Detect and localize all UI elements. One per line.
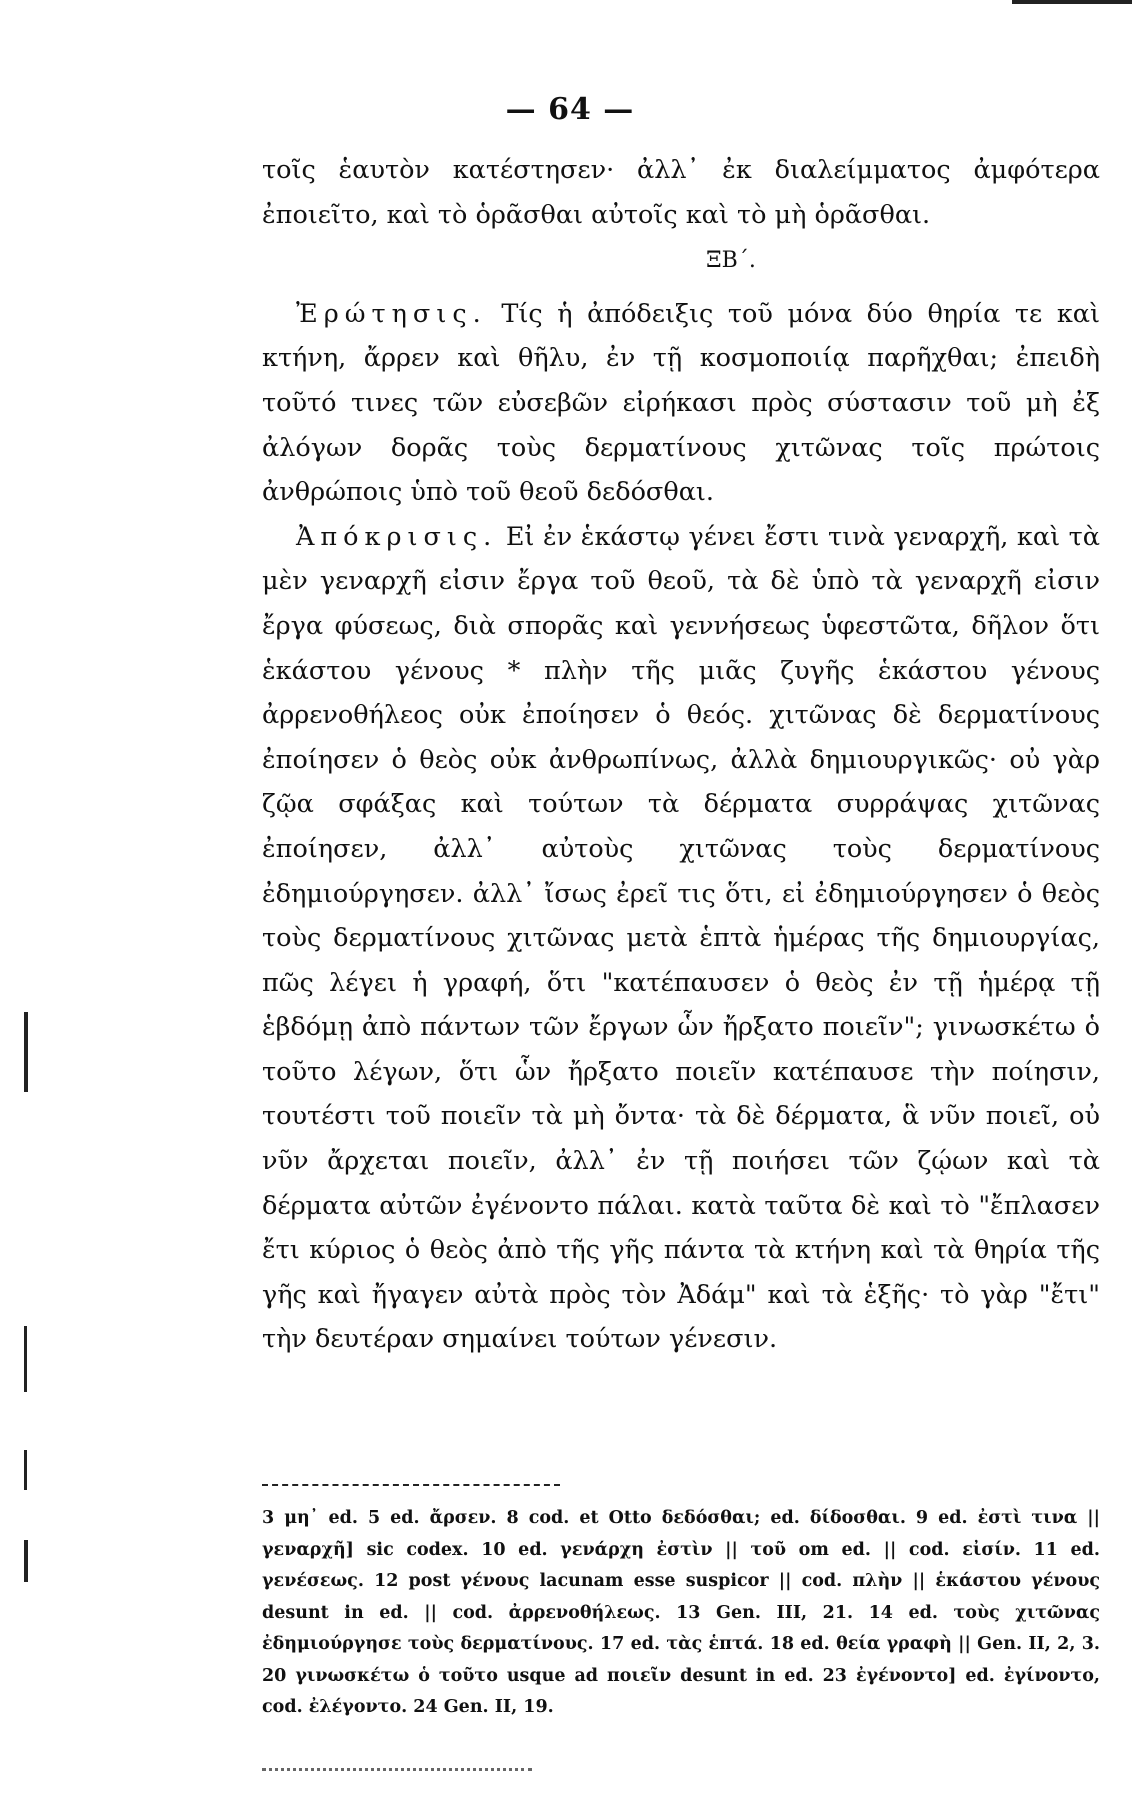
margin-mark	[24, 1450, 27, 1490]
section-number: ΞΒ΄.	[706, 248, 756, 274]
question-label: Ἐρώτησις.	[296, 298, 487, 329]
page-number: — 64 —	[505, 92, 635, 127]
footnotes	[262, 1503, 1100, 1724]
scan-edge-mark	[1012, 0, 1132, 4]
margin-mark	[24, 1540, 28, 1582]
main-text	[262, 148, 1100, 1362]
question-paragraph	[262, 292, 1100, 515]
margin-mark	[24, 1012, 28, 1092]
opening-paragraph: τοῖς ἑαυτὸν κατέστησεν· ἀλλ᾽ ἐκ διαλείμματος ἀμφότερα ἐποιεῖτο, καὶ τὸ ὁρᾶσθαι αὐτοῖς καὶ τὸ μὴ ὁρᾶσθαι.	[262, 155, 1100, 230]
footnote-text: 3 μη᾽ ed. 5 ed. ἄρσεν. 8 cod. et Otto δεδόσθαι; ed. δίδοσθαι. 9 ed. ἐστὶ τινα || γεναρχῆ] sic codex. 10 ed. γενάρχη ἐστὶν || τοῦ om ed. || cod. εἰσίν. 11 ed. γενέσεως. 12 post γένους lacunam esse suspicor || cod. πλὴν || ἑκάστου γένους desunt in ed. || cod. ἀρρενοθήλεως. 13 Gen. III, 21. 14 ed. τοὺς χιτῶνας ἐδημιούργησε τοὺς δερματίνους. 17 ed. τὰς ἑπτά. 18 ed. θεία γραφὴ || Gen. II, 2, 3. 20 γινωσκέτω ὁ τοῦτο usque ad ποιεῖν desunt in ed. 23 ἐγένοντο] ed. ἐγίνοντο, cod. ἐλέγοντο. 24 Gen. II, 19.	[262, 1508, 1100, 1717]
answer-text: Εἰ ἐν ἑκάστῳ γένει ἔστι τινὰ γεναρχῆ, καὶ τὰ μὲν γεναρχῆ εἰσιν ἔργα τοῦ θεοῦ, τὰ δὲ ὑπὸ τὰ γεναρχῆ εἰσιν ἔργα φύσεως, διὰ σπορᾶς καὶ γεννήσεως ὑφεστῶτα, δῆλον ὅτι ἑκάστου γένους * πλὴν τῆς μιᾶς ζυγῆς ἑκάστου γένους ἀρρενοθήλεος οὐκ ἐποίησεν ὁ θεός. χιτῶνας δὲ δερματίνους ἐποίησεν ὁ θεὸς οὐκ ἀνθρωπίνως, ἀλλὰ δημιουργικῶς· οὐ γὰρ ζῷα σφάξας καὶ τούτων τὰ δέρματα συρράψας χιτῶνας ἐποίησεν, ἀλλ᾽ αὐτοὺς χιτῶνας τοὺς δερματίνους ἐδημιούργησεν. ἀλλ᾽ ἴσως ἐρεῖ τις ὅτι, εἰ ἐδημιούργησεν ὁ θεὸς τοὺς δερματίνους χιτῶνας μετὰ ἑπτὰ ἡμέρας τῆς δημιουργίας, πῶς λέγει ἡ γραφή, ὅτι "κατέπαυσεν ὁ θεὸς ἐν τῇ ἡμέρᾳ τῇ ἑβδόμῃ ἀπὸ πάντων τῶν ἔργων ὧν ἤρξατο ποιεῖν"; γινωσκέτω ὁ τοῦτο λέγων, ὅτι ὧν ἤρξατο ποιεῖν κατέπαυσε τὴν ποίησιν, τουτέστι τοῦ ποιεῖν τὰ μὴ ὄντα· τὰ δὲ δέρματα, ἃ νῦν ποιεῖ, οὐ νῦν ἄρχεται ποιεῖν, ἀλλ᾽ ἐν τῇ ποιήσει τῶν ζῴων καὶ τὰ δέρματα αὐτῶν ἐγένοντο πάλαι. κατὰ ταῦτα δὲ καὶ τὸ "ἔπλασεν ἔτι κύριος ὁ θεὸς ἀπὸ τῆς γῆς πάντα τὰ κτήνη καὶ τὰ θηρία τῆς γῆς καὶ ἤγαγεν αὐτὰ πρὸς τὸν Ἀδάμ" καὶ τὰ ἑξῆς· τὸ γὰρ "ἔτι" τὴν δευτέραν σημαίνει τούτων γένεσιν.	[262, 521, 1100, 1355]
answer-label: Ἀπόκρισις.	[296, 521, 498, 552]
margin-mark	[24, 1326, 27, 1392]
question-text: Τίς ἡ ἀπόδειξις τοῦ μόνα δύο θηρία τε καὶ κτήνη, ἄρρεν καὶ θῆλυ, ἐν τῇ κοσμοποιίᾳ παρῆχθαι; ἐπειδὴ τοῦτό τινες τῶν εὐσεβῶν εἰρήκασι πρὸς σύστασιν τοῦ μὴ ἐξ ἀλόγων δορᾶς τοὺς δερματίνους χιτῶνας τοῖς πρώτοις ἀνθρώποις ὑπὸ τοῦ θεοῦ δεδόσθαι.	[262, 298, 1100, 508]
scan-bottom-mark	[262, 1768, 532, 1771]
answer-paragraph	[262, 515, 1100, 1362]
footnote-separator	[262, 1484, 560, 1486]
